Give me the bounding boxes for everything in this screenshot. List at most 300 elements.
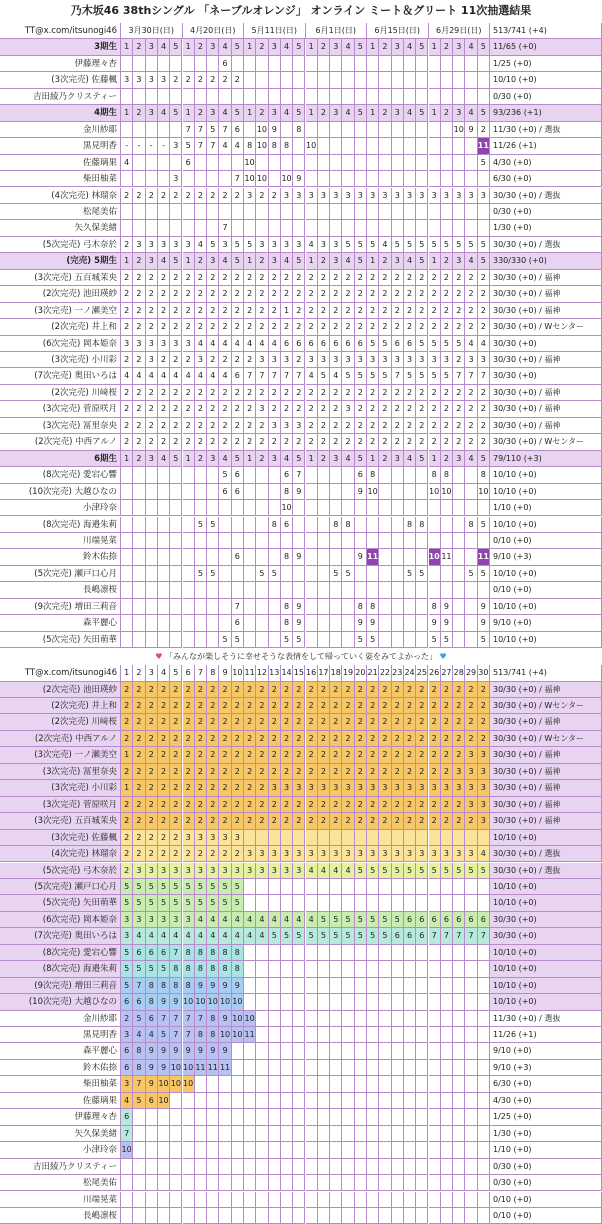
member-name: 矢久保美緒 xyxy=(0,220,121,236)
cumulative-cell: 2 xyxy=(232,780,244,796)
lottery-cell xyxy=(219,533,231,549)
cumulative-cell xyxy=(256,961,268,977)
member-summary: 30/30 (+0) / Wセンター xyxy=(490,434,602,450)
slot-number: 3 xyxy=(453,253,465,269)
cumulative-cell xyxy=(465,895,477,911)
lottery-cell: 3 xyxy=(170,237,182,253)
cumulative-cell xyxy=(453,1142,465,1158)
cumulative-cell xyxy=(453,978,465,994)
slot-number: 5 xyxy=(293,39,305,55)
cumulative-cell xyxy=(183,1126,195,1142)
cumulative-cell xyxy=(269,1109,281,1125)
cumulative-cell xyxy=(416,945,428,961)
lottery-cell xyxy=(146,122,158,138)
cumulative-cell: 2 xyxy=(195,764,207,780)
cumulative-cell xyxy=(342,1159,354,1175)
lottery-cell xyxy=(121,467,133,483)
slot-number: 2 xyxy=(195,39,207,55)
lottery-cell: 2 xyxy=(158,303,170,319)
lottery-cell xyxy=(392,566,404,582)
cumulative-cell: 5 xyxy=(342,912,354,928)
cumulative-cell xyxy=(404,945,416,961)
lottery-cell: 2 xyxy=(453,352,465,368)
member-summary: 30/30 (+0) / 福神 xyxy=(490,286,602,302)
slot-number: 1 xyxy=(121,105,133,121)
lottery-cell xyxy=(146,582,158,598)
cumulative-cell: 3 xyxy=(465,780,477,796)
cumulative-cell: 2 xyxy=(441,731,453,747)
cumulative-cell: 2 xyxy=(306,698,318,714)
cumulative-cell: 3 xyxy=(478,797,490,813)
member-name: 佐藤璃果 xyxy=(0,1093,121,1109)
slot-number: 5 xyxy=(232,105,244,121)
cumulative-cell xyxy=(441,994,453,1010)
cumulative-cell xyxy=(306,978,318,994)
cumulative-cell xyxy=(379,1043,391,1059)
member-summary: 11/30 (+0) / 選抜 xyxy=(490,1011,602,1027)
lottery-cell xyxy=(121,632,133,648)
lottery-cell: 6 xyxy=(232,467,244,483)
cumulative-cell xyxy=(441,1027,453,1043)
lottery-cell: 2 xyxy=(207,418,219,434)
cumulative-cell xyxy=(429,1126,441,1142)
cumulative-cell: 5 xyxy=(195,879,207,895)
cumulative-cell xyxy=(404,879,416,895)
cumulative-cell xyxy=(342,1027,354,1043)
lottery-cell xyxy=(170,484,182,500)
lottery-cell: 2 xyxy=(392,401,404,417)
slot-number: 4 xyxy=(281,105,293,121)
lottery-cell xyxy=(342,122,354,138)
slot-number: 4 xyxy=(342,451,354,467)
member-summary: 30/30 (+0) / 福神 xyxy=(490,747,602,763)
cumulative-cell xyxy=(318,1175,330,1191)
lottery-cell xyxy=(183,582,195,598)
cumulative-cell: 2 xyxy=(453,813,465,829)
lottery-cell: 2 xyxy=(465,303,477,319)
lottery-cell: 5 xyxy=(478,517,490,533)
lottery-cell: 2 xyxy=(367,418,379,434)
cumulative-cell xyxy=(244,1043,256,1059)
cumulative-cell: 2 xyxy=(219,698,231,714)
cumulative-cell xyxy=(133,1208,145,1224)
cumulative-cell xyxy=(219,1109,231,1125)
cumulative-cell: 2 xyxy=(441,813,453,829)
cumulative-cell xyxy=(367,1175,379,1191)
cumulative-cell: 2 xyxy=(379,698,391,714)
lottery-cell: 3 xyxy=(281,188,293,204)
member-name: (6次完売) 岡本姫奈 xyxy=(0,336,121,352)
cumulative-cell: 3 xyxy=(183,863,195,879)
slot-number: 3 xyxy=(146,665,158,681)
lottery-cell: 2 xyxy=(330,319,342,335)
slot-number: 1 xyxy=(244,39,256,55)
member-name: (4次完売) 林瑠奈 xyxy=(0,846,121,862)
cumulative-cell xyxy=(367,1142,379,1158)
cumulative-cell: 4 xyxy=(207,928,219,944)
cumulative-cell: 2 xyxy=(379,731,391,747)
cumulative-cell: 3 xyxy=(465,797,477,813)
cumulative-cell: 7 xyxy=(170,1027,182,1043)
lottery-cell xyxy=(207,599,219,615)
cumulative-cell: 2 xyxy=(146,830,158,846)
lottery-cell: 3 xyxy=(465,188,477,204)
slot-number: 2 xyxy=(379,39,391,55)
cumulative-cell: 4 xyxy=(281,912,293,928)
cumulative-cell: 2 xyxy=(293,698,305,714)
lottery-cell: 3 xyxy=(170,171,182,187)
cumulative-cell xyxy=(367,978,379,994)
cumulative-cell: 2 xyxy=(416,797,428,813)
lottery-cell: 2 xyxy=(121,352,133,368)
cumulative-cell: 3 xyxy=(146,912,158,928)
cumulative-cell: 2 xyxy=(269,797,281,813)
lottery-cell xyxy=(318,517,330,533)
member-name: (8次完売) 海邉朱莉 xyxy=(0,961,121,977)
member-summary: 4/30 (+0) xyxy=(490,1093,602,1109)
cumulative-cell: 9 xyxy=(219,1043,231,1059)
cumulative-cell xyxy=(441,1060,453,1076)
cumulative-cell: 2 xyxy=(170,830,182,846)
member-name: (5次完売) 矢田萌華 xyxy=(0,632,121,648)
lottery-cell xyxy=(429,155,441,171)
lottery-cell xyxy=(367,138,379,154)
cumulative-cell xyxy=(367,1076,379,1092)
lottery-cell xyxy=(404,467,416,483)
lottery-cell xyxy=(429,138,441,154)
lottery-cell xyxy=(330,122,342,138)
member-summary: 30/30 (+0) / 福神 xyxy=(490,714,602,730)
cumulative-cell: 4 xyxy=(133,1027,145,1043)
lottery-cell: 10 xyxy=(256,138,268,154)
lottery-cell xyxy=(244,204,256,220)
lottery-cell xyxy=(367,533,379,549)
lottery-cell xyxy=(416,122,428,138)
cumulative-cell: 2 xyxy=(207,764,219,780)
lottery-cell xyxy=(183,533,195,549)
lottery-cell xyxy=(183,549,195,565)
slot-number: 2 xyxy=(256,451,268,467)
cumulative-cell xyxy=(330,994,342,1010)
cumulative-cell xyxy=(392,1159,404,1175)
cumulative-cell: 2 xyxy=(441,797,453,813)
member-name: (2次完売) 中西アルノ xyxy=(0,731,121,747)
cumulative-cell: 2 xyxy=(281,731,293,747)
lottery-cell xyxy=(379,220,391,236)
lottery-cell xyxy=(404,220,416,236)
lottery-cell: 5 xyxy=(256,566,268,582)
lottery-cell xyxy=(330,220,342,236)
cumulative-cell: 8 xyxy=(133,1043,145,1059)
lottery-cell: 2 xyxy=(478,434,490,450)
lottery-cell xyxy=(367,566,379,582)
lottery-cell: 2 xyxy=(392,434,404,450)
cumulative-cell xyxy=(244,978,256,994)
total-summary: 513/741 (+4) xyxy=(490,23,602,39)
lottery-cell: 3 xyxy=(355,188,367,204)
lottery-cell: 2 xyxy=(269,270,281,286)
lottery-cell xyxy=(207,220,219,236)
lottery-cell: 3 xyxy=(342,352,354,368)
lottery-cell: 5 xyxy=(478,632,490,648)
slot-number: 4 xyxy=(404,39,416,55)
lottery-cell xyxy=(306,72,318,88)
lottery-cell xyxy=(183,566,195,582)
slot-number: 4 xyxy=(404,253,416,269)
lottery-cell xyxy=(441,138,453,154)
lottery-cell xyxy=(121,500,133,516)
cumulative-cell: 5 xyxy=(404,863,416,879)
cumulative-cell: 2 xyxy=(269,764,281,780)
lottery-cell xyxy=(465,72,477,88)
lottery-cell xyxy=(293,204,305,220)
cumulative-cell xyxy=(293,1043,305,1059)
cumulative-cell xyxy=(416,830,428,846)
cumulative-cell: 4 xyxy=(146,928,158,944)
cumulative-cell: 2 xyxy=(232,813,244,829)
cumulative-cell xyxy=(342,1175,354,1191)
cumulative-cell: 2 xyxy=(293,764,305,780)
member-name: 小津玲奈 xyxy=(0,500,121,516)
cumulative-cell: 2 xyxy=(429,714,441,730)
cumulative-cell: 2 xyxy=(392,682,404,698)
lottery-cell: 2 xyxy=(170,270,182,286)
lottery-cell xyxy=(244,632,256,648)
slot-number: 2 xyxy=(318,253,330,269)
member-name: 長嶋凛桜 xyxy=(0,582,121,598)
cumulative-cell xyxy=(478,1027,490,1043)
lottery-cell: 2 xyxy=(404,401,416,417)
lottery-cell: 2 xyxy=(342,385,354,401)
lottery-cell: 2 xyxy=(392,270,404,286)
lottery-cell: 3 xyxy=(158,72,170,88)
lottery-cell: 5 xyxy=(207,517,219,533)
cumulative-cell xyxy=(342,1060,354,1076)
lottery-cell xyxy=(195,500,207,516)
lottery-cell: 2 xyxy=(133,319,145,335)
lottery-cell: 2 xyxy=(133,270,145,286)
cumulative-cell: 4 xyxy=(207,912,219,928)
cumulative-cell xyxy=(392,879,404,895)
lottery-cell xyxy=(355,566,367,582)
lottery-cell xyxy=(416,155,428,171)
cumulative-cell: 2 xyxy=(355,714,367,730)
lottery-cell xyxy=(244,89,256,105)
lottery-cell: 8 xyxy=(330,517,342,533)
slot-number: 5 xyxy=(478,253,490,269)
cumulative-cell: 2 xyxy=(416,698,428,714)
lottery-cell: 3 xyxy=(342,401,354,417)
cumulative-cell xyxy=(219,1159,231,1175)
lottery-cell: 5 xyxy=(330,566,342,582)
cumulative-cell: 11 xyxy=(219,1060,231,1076)
cumulative-cell xyxy=(404,961,416,977)
cumulative-cell xyxy=(453,961,465,977)
cumulative-cell xyxy=(367,1027,379,1043)
lottery-cell: 4 xyxy=(219,368,231,384)
member-name: 吉田綾乃クリスティー xyxy=(0,1159,121,1175)
cumulative-cell: 3 xyxy=(416,846,428,862)
cumulative-cell xyxy=(269,961,281,977)
lottery-cell xyxy=(392,122,404,138)
lottery-cell xyxy=(392,72,404,88)
cumulative-cell xyxy=(355,1076,367,1092)
lottery-cell: 2 xyxy=(170,303,182,319)
lottery-cell: 2 xyxy=(330,286,342,302)
lottery-cell: 7 xyxy=(244,368,256,384)
cumulative-cell xyxy=(318,961,330,977)
lottery-cell xyxy=(416,615,428,631)
lottery-cell: 9 xyxy=(429,615,441,631)
cumulative-cell: 2 xyxy=(158,714,170,730)
slot-number: 2 xyxy=(195,105,207,121)
member-summary: 11/26 (+1) xyxy=(490,1027,602,1043)
member-name: 小津玲奈 xyxy=(0,1142,121,1158)
lottery-cell: 2 xyxy=(232,418,244,434)
lottery-cell xyxy=(158,155,170,171)
cumulative-cell: 3 xyxy=(170,912,182,928)
lottery-cell: 3 xyxy=(318,352,330,368)
lottery-cell xyxy=(392,533,404,549)
cumulative-cell: 8 xyxy=(207,1011,219,1027)
cumulative-cell xyxy=(269,1011,281,1027)
lottery-cell: 2 xyxy=(170,188,182,204)
lottery-cell: 5 xyxy=(195,566,207,582)
lottery-cell xyxy=(195,549,207,565)
lottery-cell xyxy=(269,89,281,105)
cumulative-cell: 2 xyxy=(195,780,207,796)
cumulative-cell: 2 xyxy=(158,764,170,780)
cumulative-cell: 3 xyxy=(207,830,219,846)
lottery-cell: 8 xyxy=(367,467,379,483)
lottery-cell: 10 xyxy=(441,484,453,500)
cumulative-cell xyxy=(404,1142,416,1158)
lottery-cell: 2 xyxy=(133,188,145,204)
cumulative-cell xyxy=(170,1142,182,1158)
cumulative-cell xyxy=(256,1142,268,1158)
lottery-cell xyxy=(441,72,453,88)
cumulative-cell: 6 xyxy=(121,1043,133,1059)
cumulative-cell: 2 xyxy=(342,813,354,829)
member-name: (3次完売) 菅原咲月 xyxy=(0,401,121,417)
slot-number: 4 xyxy=(281,39,293,55)
lottery-cell: 2 xyxy=(256,286,268,302)
lottery-cell: 2 xyxy=(183,188,195,204)
member-name: 鈴木佑捺 xyxy=(0,1060,121,1076)
lottery-cell: 4 xyxy=(195,336,207,352)
lottery-cell xyxy=(158,582,170,598)
lottery-cell xyxy=(195,56,207,72)
lottery-cell xyxy=(195,632,207,648)
cumulative-cell: 6 xyxy=(121,994,133,1010)
cumulative-cell: 4 xyxy=(330,863,342,879)
cumulative-cell xyxy=(465,1208,477,1224)
cumulative-cell xyxy=(207,1159,219,1175)
cumulative-cell xyxy=(478,961,490,977)
cumulative-cell: 10 xyxy=(183,1076,195,1092)
cumulative-cell xyxy=(244,1076,256,1092)
lottery-cell xyxy=(269,533,281,549)
lottery-cell: 6 xyxy=(219,56,231,72)
lottery-cell: 2 xyxy=(355,385,367,401)
cumulative-cell: 9 xyxy=(219,978,231,994)
cumulative-cell xyxy=(318,830,330,846)
member-summary: 1/10 (+0) xyxy=(490,1142,602,1158)
lottery-cell xyxy=(318,467,330,483)
cumulative-cell: 4 xyxy=(293,912,305,928)
cumulative-cell xyxy=(170,1126,182,1142)
lottery-cell xyxy=(465,220,477,236)
lottery-cell xyxy=(207,467,219,483)
lottery-cell: 3 xyxy=(219,237,231,253)
cumulative-cell: 4 xyxy=(232,928,244,944)
lottery-cell: 2 xyxy=(133,401,145,417)
slot-number: 5 xyxy=(170,253,182,269)
lottery-cell xyxy=(293,89,305,105)
cumulative-cell: 2 xyxy=(207,731,219,747)
cumulative-cell: 5 xyxy=(367,863,379,879)
lottery-cell xyxy=(392,155,404,171)
cumulative-cell: 8 xyxy=(170,978,182,994)
cumulative-cell: 2 xyxy=(281,698,293,714)
lottery-cell: 2 xyxy=(269,385,281,401)
member-summary: 10/10 (+0) xyxy=(490,879,602,895)
cumulative-cell xyxy=(330,1109,342,1125)
lottery-cell xyxy=(219,615,231,631)
cumulative-cell xyxy=(465,1043,477,1059)
lottery-cell: 3 xyxy=(355,352,367,368)
lottery-cell xyxy=(330,171,342,187)
member-summary: 30/30 (+0) / 福神 xyxy=(490,797,602,813)
lottery-cell: 3 xyxy=(158,336,170,352)
cumulative-cell: 7 xyxy=(158,1011,170,1027)
cumulative-cell: 3 xyxy=(379,780,391,796)
lottery-cell: 9 xyxy=(293,599,305,615)
lottery-cell: 5 xyxy=(207,566,219,582)
slot-number: 2 xyxy=(379,451,391,467)
lottery-cell xyxy=(121,204,133,220)
cumulative-cell xyxy=(330,1076,342,1092)
lottery-cell xyxy=(429,533,441,549)
lottery-cell xyxy=(269,615,281,631)
lottery-cell xyxy=(306,204,318,220)
lottery-cell: 2 xyxy=(342,434,354,450)
total-summary: 513/741 (+4) xyxy=(490,665,602,681)
lottery-cell xyxy=(293,72,305,88)
slot-number: 2 xyxy=(133,665,145,681)
member-summary: 10/10 (+0) xyxy=(490,72,602,88)
lottery-cell: 5 xyxy=(232,632,244,648)
lottery-cell xyxy=(306,533,318,549)
lottery-cell: 2 xyxy=(453,434,465,450)
cumulative-cell: 2 xyxy=(244,731,256,747)
lottery-cell xyxy=(170,566,182,582)
member-name: (3次完売) 小川彩 xyxy=(0,352,121,368)
cumulative-cell xyxy=(256,830,268,846)
member-summary: 30/30 (+0) xyxy=(490,912,602,928)
cumulative-cell xyxy=(195,1076,207,1092)
cumulative-cell: 2 xyxy=(465,698,477,714)
lottery-cell: 2 xyxy=(306,303,318,319)
page-title: 乃木坂46 38thシングル 「ネーブルオレンジ」 オンライン ミート＆グリート 11次抽選結果 xyxy=(70,4,532,17)
slot-number: 5 xyxy=(232,253,244,269)
cumulative-cell xyxy=(293,994,305,1010)
lottery-cell: 5 xyxy=(281,632,293,648)
slot-number: 3 xyxy=(330,451,342,467)
lottery-cell xyxy=(379,517,391,533)
cumulative-cell xyxy=(244,879,256,895)
lottery-cell xyxy=(232,500,244,516)
